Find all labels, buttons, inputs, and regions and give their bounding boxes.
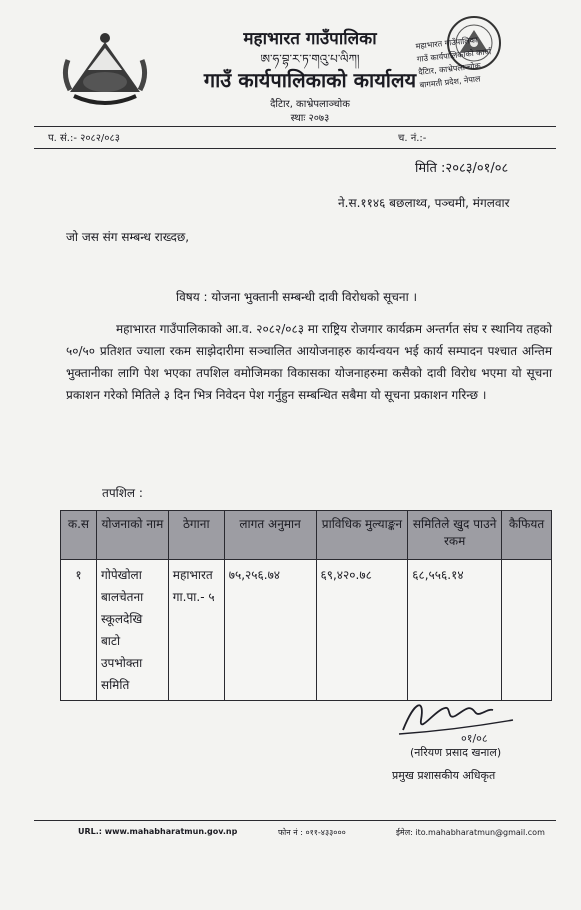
cell-cost-estimate: ७५,२५६.७४ <box>224 560 316 701</box>
col-header-sn: क.स <box>61 511 97 560</box>
seal-text <box>415 27 540 91</box>
cell-address: महाभारत गा.पा.- ५ <box>168 560 224 701</box>
nepal-sambat-date: ने.स.११४६ बछलाथ्व, पञ्चमी, मंगलवार <box>338 196 510 210</box>
col-header-technical-evaluation: प्राविधिक मुल्याङ्कन <box>316 511 408 560</box>
municipality-tibetan-name: ཨ་ཧ་བྷ་ར་ཏ་གའུ་པ་ལིཀ། <box>260 52 360 66</box>
subject-line: विषय : योजना भुक्तानी सम्बन्धी दावी विरोधको सूचना । <box>176 290 418 304</box>
footer-email: ईमेल: ito.mahabharatmun@gmail.com <box>396 828 545 837</box>
footer-phone: फोन नं : ०११-४३३००० <box>278 828 346 837</box>
table-header-row <box>61 511 552 560</box>
signature-icon <box>395 690 525 745</box>
col-header-address: ठेगाना <box>168 511 224 560</box>
col-header-remarks: कैफियत <box>502 511 552 560</box>
notice-body: महाभारत गाउँपालिकाको आ.व. २०८२/०८३ मा राष्ट्रिय रोजगार कार्यक्रम अन्तर्गत संघ र स्थानिय तहको ५०/५० प्रतिशत ज्याला रकम साझेदारीमा सञ्चालित आयोजनाहरु कार्यन्वयन भई कार्य सम्पादन पश्चात अन्तिम भुक्तानीका लागि पेश भएका तपशिल वमोजिमका विकासका योजनाहरुमा कसैको दावी विरोध भएमा यो सूचना प्रकाशन गरेको मितिले ३ दिन भित्र निवेदन पेश गर्नुहुन सम्बन्धित सबैमा यो सूचना प्रकाशन गरिन्छ । <box>66 322 552 402</box>
nepal-emblem-icon <box>60 30 150 110</box>
dispatch-number: च. नं.:- <box>398 133 427 144</box>
footer-url: URL.: www.mahabharatmun.gov.np <box>78 827 238 836</box>
cell-technical-evaluation: ६९,४२०.७८ <box>316 560 408 701</box>
reference-rule <box>34 148 556 149</box>
signatory-name: (नरियण प्रसाद खनाल) <box>410 746 502 759</box>
office-address: दैटिार, काभ्रेपलाञ्चोक <box>270 99 350 110</box>
footer-rule <box>34 820 556 821</box>
col-header-project-name: योजनाको नाम <box>96 511 168 560</box>
seal-line: गाउँ कार्यपालिकाको कार्या <box>416 47 492 64</box>
seal-line: दैटिार, काभ्रेपलान्चोक <box>417 61 482 77</box>
letter-date: मिति :२०८३/०१/०८ <box>415 161 509 176</box>
col-header-net-amount: समितिले खुद पाउने रकम <box>408 511 502 560</box>
project-table <box>60 510 552 701</box>
signatory-title: प्रमुख प्रशासकीय अधिकृत <box>392 769 496 782</box>
cell-sn: १ <box>61 560 97 701</box>
cell-project-name: गोपेखोला बालचेतना स्कूलदेखि बाटो उपभोक्ता समिति <box>96 560 168 701</box>
letter-reference-number: प. सं.:- २०८२/०८३ <box>48 133 120 144</box>
table-row <box>61 560 552 701</box>
signature-date: ०१/०८ <box>461 732 488 745</box>
seal-line: बागमती प्रदेश, नेपाल <box>419 74 481 90</box>
addressee: जो जस संग सम्बन्ध राख्दछ, <box>66 230 190 244</box>
col-header-cost-estimate: लागत अनुमान <box>224 511 316 560</box>
cell-remarks <box>502 560 552 701</box>
municipality-name: महाभारत गाउँपालिका <box>243 29 377 49</box>
office-name: गाउँ कार्यपालिकाको कार्यालय <box>203 68 417 92</box>
established-year: स्थाः २०७३ <box>290 113 330 124</box>
seal-line: महाभारत गाउँपालिका <box>415 35 479 51</box>
details-label: तपशिल : <box>102 486 143 500</box>
header-rule <box>34 126 556 127</box>
cell-net-amount: ६८,५५६.१४ <box>408 560 502 701</box>
